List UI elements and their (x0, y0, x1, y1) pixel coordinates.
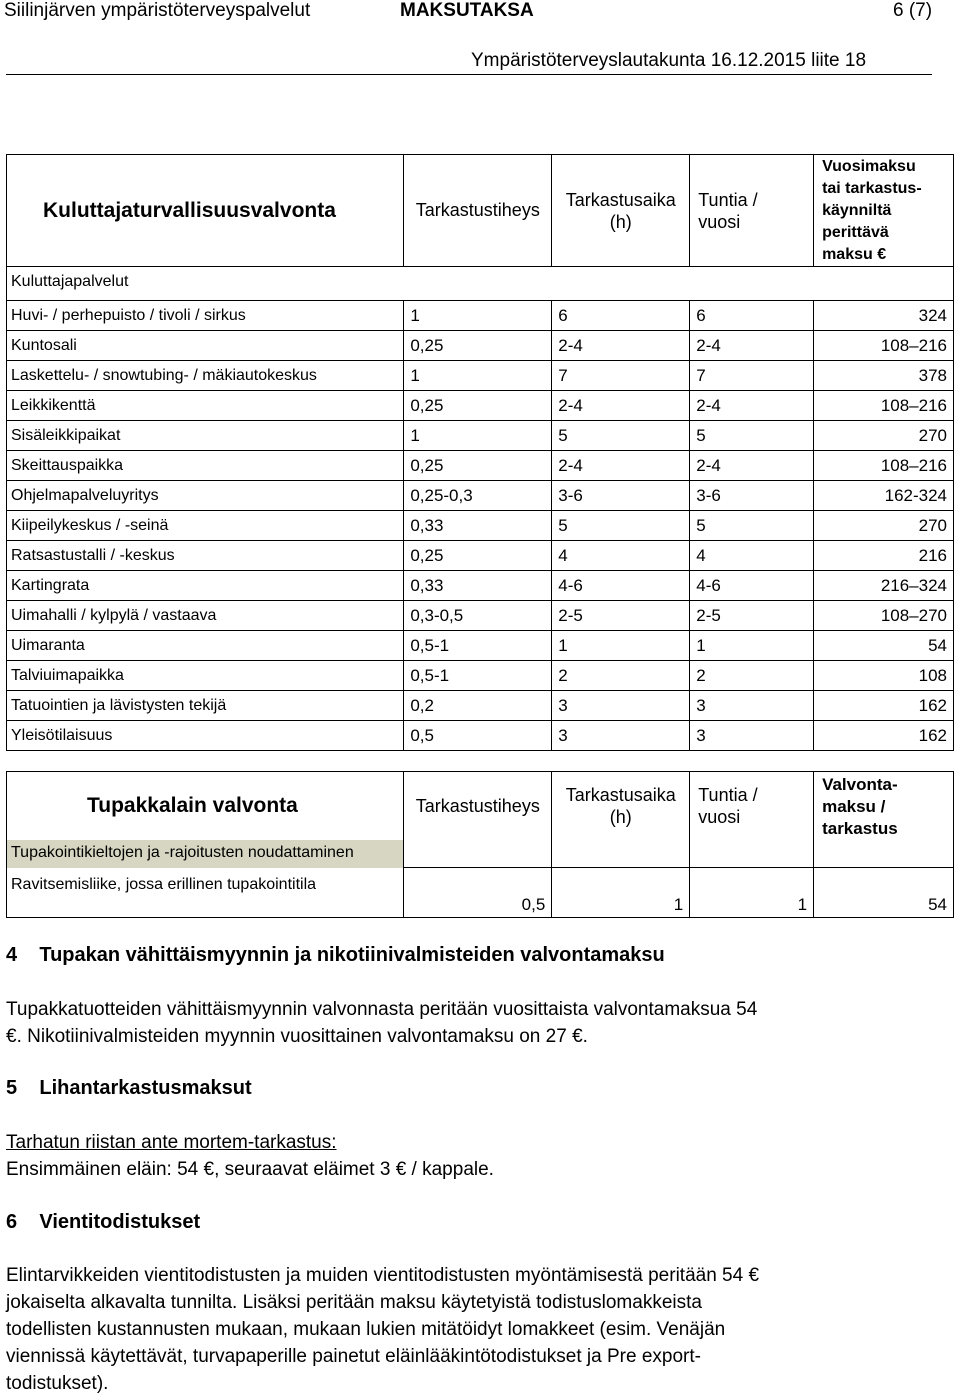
table1-body (7, 301, 954, 751)
document-title: MAKSUTAKSA (400, 0, 534, 21)
row-hours: 6 (690, 301, 814, 331)
section5-text: Ensimmäinen eläin: 54 €, seuraavat eläimet 3 € / kappale. (6, 1159, 494, 1180)
consumer-safety-table (6, 154, 954, 751)
table2-row (7, 868, 954, 918)
col-header-fee (814, 155, 954, 267)
section6-line3: todellisten kustannusten mukaan, mukaan lukien mitätöidyt lomakkeet (esim. Venäjän (6, 1319, 726, 1340)
row-frequency: 0,33 (404, 511, 552, 541)
table-row (7, 451, 954, 481)
row-frequency: 0,25 (404, 331, 552, 361)
table-row (7, 661, 954, 691)
row-fee: 108–216 (814, 451, 954, 481)
row-hours: 7 (690, 361, 814, 391)
table1-title: Kuluttajaturvallisuusvalvonta (43, 199, 336, 222)
row-frequency: 0,25-0,3 (404, 481, 552, 511)
t2-col-header-hours-line1: Tuntia / (698, 785, 758, 805)
row-name: Leikkikenttä (7, 391, 404, 421)
t2-col-header-time (552, 772, 690, 868)
row-frequency: 0,5-1 (404, 631, 552, 661)
row-hours: 5 (690, 511, 814, 541)
table2-subheader-band (7, 840, 403, 868)
t2-row-hours: 1 (690, 868, 814, 918)
row-name: Sisäleikkipaikat (7, 421, 404, 451)
row-fee: 216 (814, 541, 954, 571)
table-row (7, 361, 954, 391)
col-header-fee-line5: maksu € (822, 245, 887, 263)
row-fee: 270 (814, 511, 954, 541)
t2-col-header-fee-line2: maksu / (822, 797, 886, 816)
row-hours: 4 (690, 541, 814, 571)
row-time: 4-6 (552, 571, 690, 601)
col-header-fee-line1: Vuosimaksu (822, 157, 916, 175)
row-fee: 216–324 (814, 571, 954, 601)
section4-paragraph (6, 996, 951, 1050)
row-hours: 3-6 (690, 481, 814, 511)
row-time: 2 (552, 661, 690, 691)
row-frequency: 0,25 (404, 391, 552, 421)
table1-subheader-row (7, 267, 954, 301)
t2-row-fee: 54 (814, 868, 954, 918)
row-name: Tatuointien ja lävistysten tekijä (7, 691, 404, 721)
row-time: 5 (552, 511, 690, 541)
row-time: 6 (552, 301, 690, 331)
table-row (7, 421, 954, 451)
section6-line4: viennissä käytettävät, turvapaperille painetut eläinlääkintötodistukset ja Pre export- (6, 1346, 701, 1367)
row-name: Talviuimapaikka (7, 661, 404, 691)
row-name: Kuntosali (7, 331, 404, 361)
row-fee: 162-324 (814, 481, 954, 511)
row-time: 3-6 (552, 481, 690, 511)
row-hours: 2 (690, 661, 814, 691)
organization-name: Siilinjärven ympäristöterveyspalvelut (4, 0, 311, 21)
t2-row-freq: 0,5 (404, 868, 552, 918)
section6-line5: todistukset). (6, 1373, 109, 1394)
table-row (7, 631, 954, 661)
table-row (7, 691, 954, 721)
table-row (7, 391, 954, 421)
t2-col-header-hours (690, 772, 814, 868)
t2-col-header-time-line2: (h) (609, 807, 632, 827)
row-name: Uimahalli / kylpylä / vastaava (7, 601, 404, 631)
t2-col-header-fee-line3: tarkastus (822, 819, 898, 838)
row-fee: 378 (814, 361, 954, 391)
row-hours: 4-6 (690, 571, 814, 601)
row-fee: 108 (814, 661, 954, 691)
row-fee: 108–216 (814, 331, 954, 361)
document-subtitle: Ympäristöterveyslautakunta 16.12.2015 liite 18 (471, 50, 867, 71)
t2-row-name: Ravitsemisliike, jossa erillinen tupakointitila (7, 868, 404, 918)
page-number: 6 (7) (893, 0, 933, 21)
row-time: 3 (552, 691, 690, 721)
row-frequency: 1 (404, 301, 552, 331)
section6-number: 6 (6, 1211, 18, 1233)
col-header-hours-line1: Tuntia / (698, 189, 758, 210)
section4-number: 4 (6, 944, 18, 966)
row-hours: 3 (690, 691, 814, 721)
row-hours: 1 (690, 631, 814, 661)
t2-col-header-fee-line1: Valvonta- (822, 775, 898, 794)
row-fee: 162 (814, 691, 954, 721)
row-name: Ohjelmapalveluyritys (7, 481, 404, 511)
col-header-fee-line3: käynniltä (822, 201, 892, 219)
col-header-time-line2: (h) (609, 211, 632, 232)
section5-subtitle: Tarhatun riistan ante mortem-tarkastus: (6, 1132, 337, 1153)
row-hours: 5 (690, 421, 814, 451)
section6-line1: Elintarvikkeiden vientitodistusten ja muiden vientitodistusten myöntämisestä peritään 54 € (6, 1265, 760, 1286)
table2-title: Tupakkalain valvonta (87, 794, 298, 817)
table2-subheader: Tupakointikieltojen ja -rajoitusten noudattaminen (11, 844, 354, 861)
table1-subheader: Kuluttajapalvelut (11, 273, 129, 290)
row-name: Uimaranta (7, 631, 404, 661)
row-frequency: 0,2 (404, 691, 552, 721)
row-time: 2-4 (552, 451, 690, 481)
table1-title-cell (7, 155, 404, 290)
col-header-fee-line4: perittävä (822, 223, 889, 241)
section5-number: 5 (6, 1077, 18, 1099)
tobacco-control-table (6, 771, 954, 918)
row-frequency: 0,25 (404, 541, 552, 571)
row-hours: 3 (690, 721, 814, 751)
row-time: 4 (552, 541, 690, 571)
row-name: Kiipeilykeskus / -seinä (7, 511, 404, 541)
row-time: 1 (552, 631, 690, 661)
row-frequency: 0,33 (404, 571, 552, 601)
row-hours: 2-4 (690, 331, 814, 361)
row-fee: 54 (814, 631, 954, 661)
table-row (7, 601, 954, 631)
section4-line1: Tupakkatuotteiden vähittäismyynnin valvonnasta peritään vuosittaista valvontamaksua 54 (6, 999, 758, 1020)
table-row (7, 481, 954, 511)
table-row (7, 721, 954, 751)
row-frequency: 0,3-0,5 (404, 601, 552, 631)
row-name: Huvi- / perhepuisto / tivoli / sirkus (7, 301, 404, 331)
table-row (7, 331, 954, 361)
row-hours: 2-4 (690, 391, 814, 421)
section6-heading (6, 1211, 200, 1234)
row-time: 3 (552, 721, 690, 751)
row-fee: 108–216 (814, 391, 954, 421)
section5-paragraph (6, 1129, 951, 1183)
t2-col-header-time-line1: Tarkastusaika (565, 785, 676, 805)
row-name: Yleisötilaisuus (7, 721, 404, 751)
col-header-frequency: Tarkastustiheys (404, 155, 552, 267)
section4-line2: €. Nikotiinivalmisteiden myynnin vuosittainen valvontamaksu on 27 €. (6, 1026, 588, 1047)
table2-title-cell (7, 772, 404, 868)
row-fee: 108–270 (814, 601, 954, 631)
section5-heading (6, 1077, 252, 1100)
row-time: 2-4 (552, 331, 690, 361)
table-row (7, 301, 954, 331)
section6-line2: jokaiselta alkavalta tunnilta. Lisäksi peritään maksu käytetyistä todistuslomakkeista (6, 1292, 702, 1313)
row-time: 5 (552, 421, 690, 451)
section6-title: Vientitodistukset (39, 1211, 201, 1233)
col-header-hours-line2: vuosi (698, 211, 741, 232)
row-name: Kartingrata (7, 571, 404, 601)
table-row (7, 571, 954, 601)
col-header-time-line1: Tarkastusaika (565, 189, 676, 210)
header-rule (6, 74, 932, 75)
row-frequency: 1 (404, 421, 552, 451)
row-frequency: 0,25 (404, 451, 552, 481)
table-row (7, 541, 954, 571)
row-hours: 2-4 (690, 451, 814, 481)
t2-col-header-hours-line2: vuosi (698, 807, 741, 827)
t2-col-header-fee (814, 772, 954, 868)
section5-title: Lihantarkastusmaksut (39, 1077, 252, 1099)
row-name: Laskettelu- / snowtubing- / mäkiautokeskus (7, 361, 404, 391)
row-time: 2-4 (552, 391, 690, 421)
row-name: Skeittauspaikka (7, 451, 404, 481)
row-fee: 270 (814, 421, 954, 451)
section6-paragraph (6, 1262, 951, 1397)
t2-row-time: 1 (552, 868, 690, 918)
row-name: Ratsastustalli / -keskus (7, 541, 404, 571)
col-header-hours (690, 155, 814, 267)
row-frequency: 0,5 (404, 721, 552, 751)
section4-title: Tupakan vähittäismyynnin ja nikotiinivalmisteiden valvontamaksu (39, 944, 665, 966)
col-header-fee-line2: tai tarkastus- (822, 179, 922, 197)
row-fee: 324 (814, 301, 954, 331)
row-time: 2-5 (552, 601, 690, 631)
row-hours: 2-5 (690, 601, 814, 631)
row-time: 7 (552, 361, 690, 391)
row-fee: 162 (814, 721, 954, 751)
row-frequency: 1 (404, 361, 552, 391)
table-row (7, 511, 954, 541)
row-frequency: 0,5-1 (404, 661, 552, 691)
col-header-time (552, 155, 690, 267)
t2-col-header-frequency: Tarkastustiheys (404, 772, 552, 868)
section4-heading (6, 944, 665, 967)
